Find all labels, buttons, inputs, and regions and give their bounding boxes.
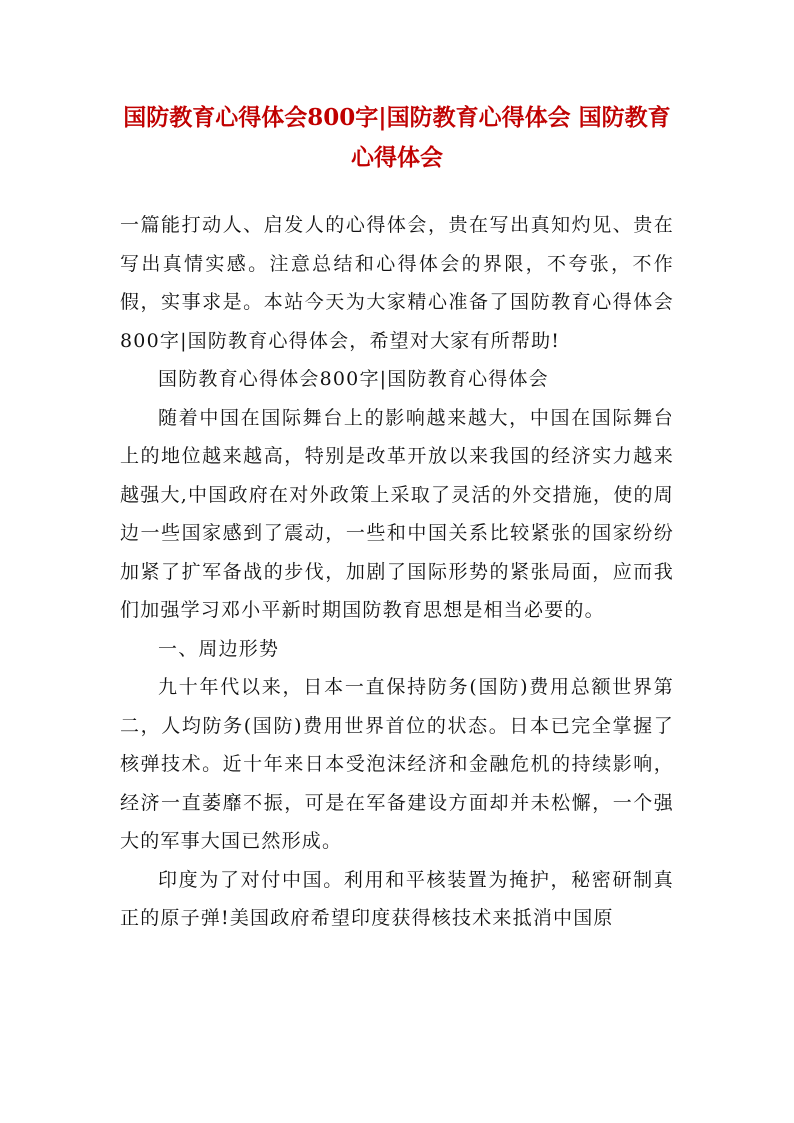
intro-paragraph: 一篇能打动人、启发人的心得体会，贵在写出真知灼见、贵在写出真情实感。注意总结和心得体会的界限，不夸张，不作假，实事求是。本站今天为大家精心准备了国防教育心得体会800字|国防教育心得体会，希望对大家有所帮助! — [120, 214, 674, 352]
body-paragraph-2: 九十年代以来，日本一直保持防务(国防)费用总额世界第二，人均防务(国防)费用世界首位的状态。日本已完全掌握了核弹技术。近十年来日本受泡沫经济和金融危机的持续影响，经济一直萎靡不振，可是在军备建设方面却并未松懈，一个强大的军事大国已然形成。 — [120, 676, 674, 852]
subtitle-paragraph: 国防教育心得体会800字|国防教育心得体会 — [158, 368, 549, 390]
section-heading-1: 一、周边形势 — [158, 637, 280, 660]
document-title: 国防教育心得体会800字|国防教育心得体会 国防教育心得体会 — [123, 104, 671, 171]
body-paragraph-1: 随着中国在国际舞台上的影响越来越大，中国在国际舞台上的地位越来越高，特别是改革开放以来我国的经济实力越来越强大,中国政府在对外政策上采取了灵活的外交措施，使的周边一些国家感到了震动，一些和中国关系比较紧张的国家纷纷加紧了扩军备战的步伐，加剧了国际形势的紧张局面，应而我们加强学习邓小平新时期国防教育思想是相当必要的。 — [120, 406, 674, 621]
body-paragraph-3: 印度为了对付中国。利用和平核装置为掩护，秘密研制真正的原子弹!美国政府希望印度获得核技术来抵消中国原 — [120, 868, 674, 929]
document-body — [120, 206, 674, 938]
